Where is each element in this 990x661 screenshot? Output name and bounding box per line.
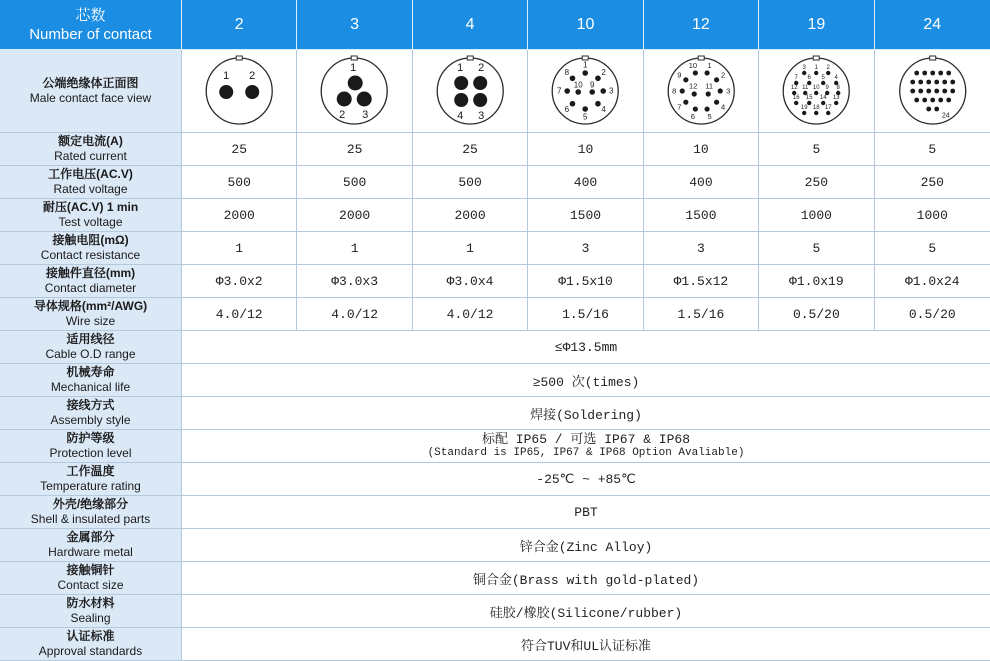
- pin-number-label: 5: [583, 112, 588, 122]
- pin-number-label: 10: [813, 85, 820, 91]
- row-label-en: Assembly style: [50, 413, 131, 427]
- keyway-notch: [698, 56, 704, 60]
- insulator-outline: [668, 58, 734, 124]
- pin-number-label: 9: [825, 85, 830, 91]
- row-label-zh: 防水材料: [66, 596, 115, 610]
- pin-contact-dot: [926, 89, 931, 94]
- wire-size-value: 1.5/16: [644, 298, 759, 331]
- approval-standards-value: 符合TUV和UL认证标准: [182, 628, 990, 661]
- pin-contact-dot: [918, 89, 923, 94]
- pin-number-label: 3: [478, 110, 485, 122]
- face-view-diagram-24-contact: [875, 50, 990, 132]
- face-view-diagram-10-contact: [528, 50, 642, 132]
- pin-number-label: 7: [676, 102, 682, 112]
- test-voltage-value: 2000: [297, 199, 412, 232]
- wire-size-value: 4.0/12: [182, 298, 297, 331]
- hardware-metal-value: 锌合金(Zinc Alloy): [182, 529, 990, 562]
- pin-contact-dot: [691, 91, 696, 96]
- pin-contact-dot: [454, 93, 468, 107]
- contact-diameter-value: Φ3.0x2: [182, 265, 297, 298]
- pin-number-label: 15: [806, 95, 813, 101]
- pin-number-label: 9: [590, 80, 595, 90]
- face-view-diagram-19-contact: [759, 50, 873, 132]
- pin-number-label: 1: [457, 62, 464, 74]
- pin-number-label: 3: [362, 109, 369, 121]
- pin-number-label: 2: [478, 62, 485, 74]
- header-label-zh: 芯数: [75, 6, 106, 24]
- row-label-zh: 接触铜针: [66, 563, 115, 577]
- pin-contact-dot: [245, 85, 259, 99]
- pin-contact-dot: [454, 76, 468, 90]
- header-contact-count: 10: [528, 0, 643, 50]
- row-label-sealing: [0, 595, 182, 628]
- pin-number-label: 11: [802, 85, 809, 91]
- pin-contact-dot: [942, 80, 947, 85]
- row-label-zh: 耐压(AC.V) 1 min: [42, 200, 139, 214]
- row-label-zh: 工作电压(AC.V): [48, 167, 133, 181]
- pin-contact-dot: [704, 70, 709, 75]
- pin-contact-dot: [926, 80, 931, 85]
- pin-contact-dot: [814, 91, 818, 95]
- row-label-zh: 适用线径: [66, 332, 115, 346]
- pin-number-label: 1: [350, 62, 357, 74]
- row-label-approval-standards: [0, 628, 182, 661]
- contact-resistance-value: 1: [413, 232, 528, 265]
- rated-voltage-value: 500: [297, 166, 412, 199]
- rated-current-value: 5: [875, 133, 990, 166]
- pin-number-label: 19: [801, 105, 808, 111]
- test-voltage-value: 2000: [413, 199, 528, 232]
- pin-number-label: 4: [720, 102, 725, 112]
- pin-contact-dot: [930, 98, 935, 103]
- pin-number-label: 9: [676, 70, 682, 80]
- shell-insulated-parts-value: PBT: [182, 496, 990, 529]
- face-view-cell: [182, 50, 297, 133]
- row-label-en: Shell & insulated parts: [30, 512, 151, 526]
- pin-number-label: 8: [836, 85, 841, 91]
- test-voltage-value: 1500: [644, 199, 759, 232]
- insulator-outline: [206, 58, 272, 124]
- pin-number-label: 4: [834, 75, 839, 81]
- keyway-notch: [813, 56, 819, 60]
- pin-contact-dot: [914, 71, 919, 76]
- pin-contact-dot: [583, 70, 589, 76]
- rated-current-value: 5: [759, 133, 874, 166]
- row-label-zh: 导体规格(mm²/AWG): [33, 299, 148, 313]
- pin-contact-dot: [565, 88, 571, 94]
- row-label-zh: 外壳/绝缘部分: [52, 497, 129, 511]
- pin-contact-dot: [219, 85, 233, 99]
- test-voltage-value: 2000: [182, 199, 297, 232]
- pin-contact-dot: [802, 71, 806, 75]
- contact-diameter-value: Φ1.0x19: [759, 265, 874, 298]
- pin-contact-dot: [692, 106, 697, 111]
- pin-contact-dot: [826, 71, 830, 75]
- pin-number-label: 10: [574, 80, 583, 90]
- pin-contact-dot: [938, 71, 943, 76]
- contact-resistance-value: 3: [644, 232, 759, 265]
- temperature-rating-value: -25℃ ~ +85℃: [182, 463, 990, 496]
- pin-number-label: 6: [807, 75, 812, 81]
- pin-contact-dot: [714, 77, 719, 82]
- pin-contact-dot: [826, 111, 830, 115]
- row-label-en: Cable O.D range: [45, 347, 136, 361]
- pin-number-label: 14: [820, 95, 827, 101]
- pin-contact-dot: [814, 71, 818, 75]
- pin-contact-dot: [337, 92, 352, 107]
- contact-diameter-value: Φ1.5x12: [644, 265, 759, 298]
- keyway-notch: [467, 56, 473, 60]
- pin-contact-dot: [570, 101, 576, 107]
- pin-number-label: 17: [825, 105, 832, 111]
- row-label-temperature-rating: [0, 463, 182, 496]
- pin-number-label: 24: [941, 112, 950, 120]
- row-label-en: Sealing: [70, 611, 111, 625]
- row-label-en: Approval standards: [38, 644, 143, 658]
- wire-size-value: 0.5/20: [759, 298, 874, 331]
- header-number-of-contact: [0, 0, 182, 50]
- pin-number-label: 4: [601, 104, 607, 114]
- row-label-shell-insulated-parts: [0, 496, 182, 529]
- test-voltage-value: 1000: [875, 199, 990, 232]
- row-label-en: Test voltage: [58, 215, 123, 229]
- header-contact-count: 4: [413, 0, 528, 50]
- pin-contact-dot: [601, 88, 607, 94]
- keyway-notch: [582, 56, 588, 60]
- test-voltage-value: 1000: [759, 199, 874, 232]
- row-label-en: Contact size: [57, 578, 124, 592]
- pin-number-label: 16: [793, 95, 800, 101]
- pin-contact-dot: [934, 80, 939, 85]
- row-label-protection-level: [0, 430, 182, 463]
- row-label-assembly-style: [0, 397, 182, 430]
- face-view-diagram-2-contact: [182, 50, 296, 132]
- pin-number-label: 1: [583, 60, 588, 70]
- rated-voltage-value: 400: [528, 166, 643, 199]
- pin-contact-dot: [834, 101, 838, 105]
- pin-contact-dot: [950, 89, 955, 94]
- pin-number-label: 5: [707, 112, 712, 122]
- pin-number-label: 5: [821, 75, 826, 81]
- pin-contact-dot: [473, 76, 487, 90]
- pin-contact-dot: [683, 77, 688, 82]
- face-view-cell: [413, 50, 528, 133]
- pin-number-label: 2: [826, 65, 831, 71]
- face-view-cell: [297, 50, 412, 133]
- contact-diameter-value: Φ1.0x24: [875, 265, 990, 298]
- row-label-contact-size: [0, 562, 182, 595]
- protection-level-value: [182, 430, 990, 463]
- pin-number-label: 3: [725, 86, 731, 96]
- assembly-style-value: 焊接(Soldering): [182, 397, 990, 430]
- pin-contact-dot: [683, 100, 688, 105]
- mechanical-life-value: ≥500 次(times): [182, 364, 990, 397]
- header-contact-count: 2: [182, 0, 297, 50]
- pin-contact-dot: [914, 98, 919, 103]
- row-label-zh: 接线方式: [66, 398, 115, 412]
- row-label-en: Protection level: [49, 446, 132, 460]
- row-label-rated-voltage: [0, 166, 182, 199]
- pin-number-label: 2: [249, 70, 256, 82]
- pin-contact-dot: [946, 98, 951, 103]
- face-view-diagram-3-contact: [297, 50, 411, 132]
- header-contact-count: 3: [297, 0, 412, 50]
- pin-number-label: 11: [705, 81, 713, 91]
- rated-voltage-value: 250: [759, 166, 874, 199]
- pin-number-label: 2: [601, 68, 607, 78]
- row-label-zh: 公端绝缘体正面图: [42, 76, 139, 90]
- contact-size-value: 铜合金(Brass with gold-plated): [182, 562, 990, 595]
- rated-voltage-value: 500: [413, 166, 528, 199]
- row-label-en: Mechanical life: [50, 380, 131, 394]
- pin-number-label: 12: [688, 81, 698, 91]
- row-label-zh: 接触件直径(mm): [45, 266, 136, 280]
- keyway-notch: [236, 56, 242, 60]
- wire-size-value: 1.5/16: [528, 298, 643, 331]
- cable-od-range-value: ≤Φ13.5mm: [182, 331, 990, 364]
- face-view-cell: [875, 50, 990, 133]
- pin-contact-dot: [717, 88, 722, 93]
- pin-contact-dot: [922, 98, 927, 103]
- rated-current-value: 25: [413, 133, 528, 166]
- row-label-contact-resistance: [0, 232, 182, 265]
- row-label-zh: 机械寿命: [66, 365, 115, 379]
- wire-size-value: 4.0/12: [297, 298, 412, 331]
- contact-resistance-value: 3: [528, 232, 643, 265]
- pin-contact-dot: [679, 88, 684, 93]
- pin-contact-dot: [348, 76, 363, 91]
- pin-contact-dot: [802, 111, 806, 115]
- pin-contact-dot: [794, 101, 798, 105]
- row-label-face-view: [0, 50, 182, 133]
- face-view-cell: [644, 50, 759, 133]
- pin-number-label: 8: [671, 86, 677, 96]
- row-label-hardware-metal: [0, 529, 182, 562]
- pin-contact-dot: [910, 80, 915, 85]
- pin-contact-dot: [704, 106, 709, 111]
- wire-size-value: 4.0/12: [413, 298, 528, 331]
- pin-number-label: 1: [814, 65, 819, 71]
- face-view-diagram-4-contact: [413, 50, 527, 132]
- pin-number-label: 12: [791, 85, 798, 91]
- pin-contact-dot: [576, 89, 582, 95]
- face-view-diagram-12-contact: [644, 50, 758, 132]
- pin-contact-dot: [930, 71, 935, 76]
- pin-contact-dot: [357, 92, 372, 107]
- pin-number-label: 6: [564, 104, 570, 114]
- pin-number-label: 13: [833, 95, 840, 101]
- pin-contact-dot: [910, 89, 915, 94]
- pin-contact-dot: [595, 101, 601, 107]
- header-contact-count: 19: [759, 0, 874, 50]
- contact-diameter-value: Φ3.0x3: [297, 265, 412, 298]
- row-label-en: Contact diameter: [44, 281, 137, 295]
- row-label-en: Rated current: [54, 149, 127, 163]
- pin-number-label: 3: [802, 65, 807, 71]
- row-label-zh: 额定电流(A): [58, 134, 123, 148]
- pin-number-label: 2: [720, 70, 725, 80]
- insulator-outline: [899, 58, 965, 124]
- row-label-zh: 认证标准: [66, 629, 115, 643]
- rated-current-value: 25: [182, 133, 297, 166]
- row-label-rated-current: [0, 133, 182, 166]
- keyway-notch: [929, 56, 935, 60]
- pin-number-label: 10: [688, 60, 697, 70]
- pin-number-label: 8: [564, 68, 570, 78]
- row-label-en: Male contact face view: [29, 91, 152, 105]
- row-label-zh: 金属部分: [66, 530, 115, 544]
- row-label-test-voltage: [0, 199, 182, 232]
- test-voltage-value: 1500: [528, 199, 643, 232]
- row-label-en: Wire size: [65, 314, 116, 328]
- face-view-cell: [759, 50, 874, 133]
- contact-diameter-value: Φ1.5x10: [528, 265, 643, 298]
- contact-resistance-value: 1: [297, 232, 412, 265]
- pin-contact-dot: [918, 80, 923, 85]
- contact-diameter-value: Φ3.0x4: [413, 265, 528, 298]
- header-contact-count: 24: [875, 0, 990, 50]
- pin-contact-dot: [946, 71, 951, 76]
- contact-resistance-value: 1: [182, 232, 297, 265]
- wire-size-value: 0.5/20: [875, 298, 990, 331]
- row-label-en: Contact resistance: [40, 248, 141, 262]
- pin-contact-dot: [922, 71, 927, 76]
- pin-contact-dot: [590, 89, 596, 95]
- pin-number-label: 7: [794, 75, 799, 81]
- row-label-zh: 防护等级: [66, 431, 115, 445]
- pin-contact-dot: [807, 101, 811, 105]
- row-label-cable-od-range: [0, 331, 182, 364]
- pin-contact-dot: [714, 100, 719, 105]
- row-label-contact-diameter: [0, 265, 182, 298]
- pin-contact-dot: [692, 70, 697, 75]
- pin-contact-dot: [934, 89, 939, 94]
- pin-contact-dot: [942, 89, 947, 94]
- contact-resistance-value: 5: [759, 232, 874, 265]
- pin-contact-dot: [950, 80, 955, 85]
- header-contact-count: 12: [644, 0, 759, 50]
- pin-contact-dot: [926, 107, 931, 112]
- row-label-en: Rated voltage: [53, 182, 128, 196]
- pin-number-label: 4: [457, 110, 464, 122]
- rated-current-value: 10: [644, 133, 759, 166]
- row-label-zh: 接触电阻(mΩ): [52, 233, 129, 247]
- rated-current-value: 10: [528, 133, 643, 166]
- pin-contact-dot: [595, 75, 601, 81]
- row-label-en: Temperature rating: [40, 479, 141, 493]
- sealing-value: 硅胶/橡胶(Silicone/rubber): [182, 595, 990, 628]
- rated-voltage-value: 500: [182, 166, 297, 199]
- pin-contact-dot: [938, 98, 943, 103]
- pin-contact-dot: [934, 107, 939, 112]
- pin-number-label: 3: [609, 86, 614, 96]
- contact-resistance-value: 5: [875, 232, 990, 265]
- face-view-cell: [528, 50, 643, 133]
- pin-number-label: 1: [223, 70, 230, 82]
- pin-contact-dot: [705, 91, 710, 96]
- row-label-en: Hardware metal: [48, 545, 133, 559]
- protection-level-main: 标配 IP65 / 可选 IP67 & IP68: [481, 432, 691, 447]
- row-label-wire-size: [0, 298, 182, 331]
- pin-number-label: 6: [690, 112, 695, 122]
- pin-number-label: 2: [339, 109, 346, 121]
- header-label-en: Number of contact: [29, 25, 152, 43]
- pin-contact-dot: [814, 111, 818, 115]
- rated-current-value: 25: [297, 133, 412, 166]
- row-label-mechanical-life: [0, 364, 182, 397]
- insulator-outline: [437, 58, 503, 124]
- rated-voltage-value: 400: [644, 166, 759, 199]
- pin-contact-dot: [583, 106, 589, 112]
- pin-number-label: 7: [557, 86, 562, 96]
- rated-voltage-value: 250: [875, 166, 990, 199]
- pin-number-label: 1: [707, 60, 712, 70]
- row-label-zh: 工作温度: [66, 464, 115, 478]
- pin-contact-dot: [473, 93, 487, 107]
- protection-level-note: (Standard is IP65, IP67 & IP68 Option Avaliable): [427, 447, 745, 459]
- pin-number-label: 18: [813, 105, 820, 111]
- keyway-notch: [352, 56, 358, 60]
